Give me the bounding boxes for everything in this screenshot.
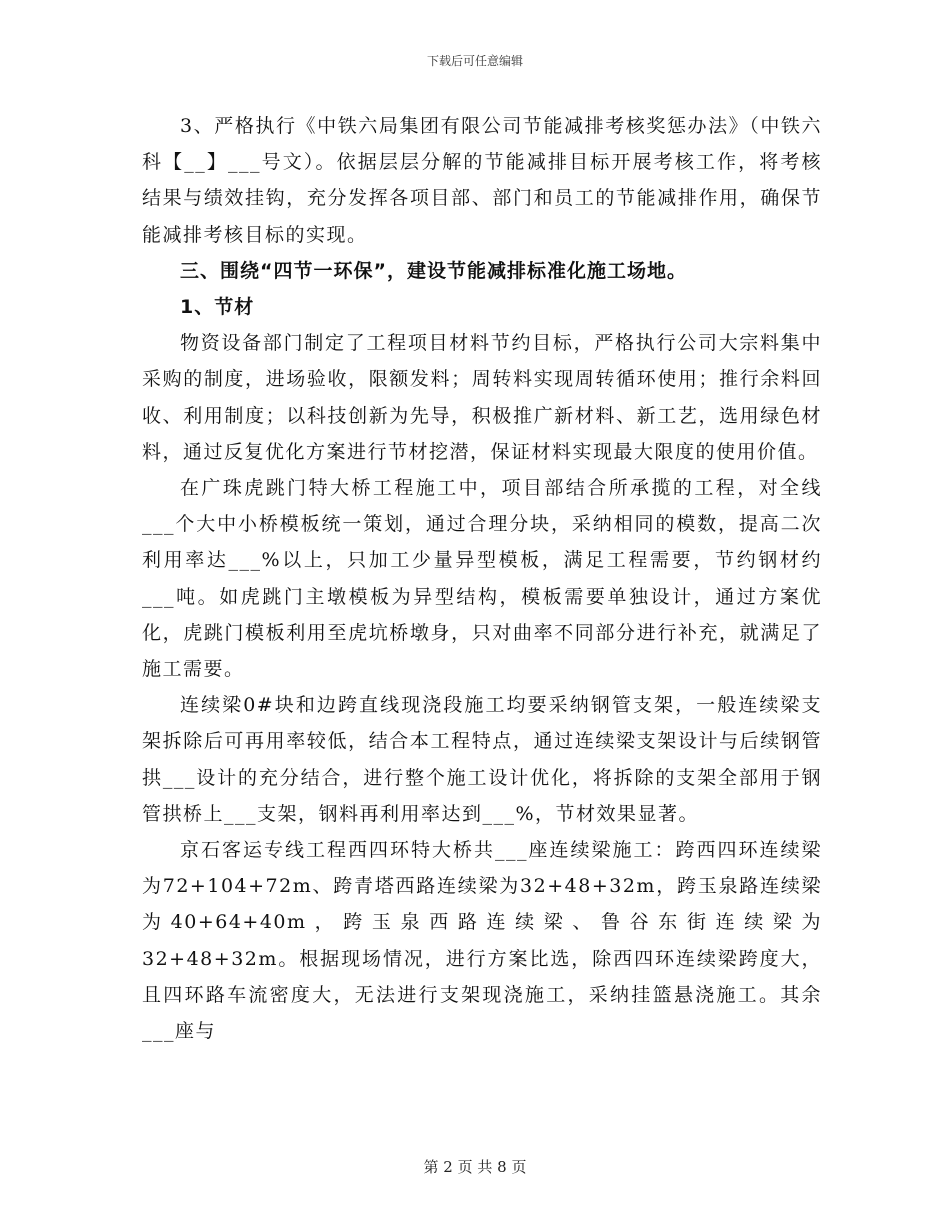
paragraph-materials: 物资设备部门制定了工程项目材料节约目标，严格执行公司大宗料集中采购的制度，进场验收，限额发料；周转料实现周转循环使用；推行余料回收、利用制度；以科技创新为先导，积极推广新材料、新工艺，选用绿色材料，通过反复优化方案进行节材挖潜，保证材料实现最大限度的使用价值。 [142,332,822,463]
paragraph-hutiaomen-bridge: 在广珠虎跳门特大桥工程施工中，项目部结合所承揽的工程，对全线___个大中小桥模板统一策划，通过合理分块，采纳相同的模数，提高二次利用率达___%以上，只加工少量异型模板，满足工程需要，节约钢材约___吨。如虎跳门主墩模板为异型结构，模板需要单独设计，通过方案优化，虎跳门模板利用至虎坑桥墩身，只对曲率不同部分进行补充，就满足了施工需要。 [142,477,822,681]
section-heading: 三、围绕“四节一环保”，建设节能减排标准化施工场地。 [180,259,687,282]
paragraph-continuous-beam: 连续梁0#块和边跨直线现浇段施工均要采纳钢管支架，一般连续梁支架拆除后可再用率较低，结合本工程特点，通过连续梁支架设计与后续钢管拱___设计的充分结合，进行整个施工设计优化，将拆除的支架全部用于钢管拱桥上___支架，钢料再利用率达到___%，节材效果显著。 [142,694,822,825]
page-number: 第 2 页 共 8 页 [423,1158,527,1176]
document-body [142,108,822,1049]
paragraph-jingshi-line: 京石客运专线工程西四环特大桥共___座连续梁施工：跨西四环连续梁为72+104+72m、跨青塔西路连续梁为32+48+32m，跨玉泉路连续梁为40+64+40m，跨玉泉西路连续梁、鲁谷东街连续梁为32+48+32m。根据现场情况，进行方案比选，除西四环连续梁跨度大，且四环路车流密度大，无法进行支架现浇施工，采纳挂篮悬浇施工。其余___座与 [142,839,822,1043]
page-header-note: 下载后可任意编辑 [426,54,523,68]
subsection-heading: 1、节材 [180,296,255,319]
paragraph-assessment: 3、严格执行《中铁六局集团有限公司节能减排考核奖惩办法》（中铁六科【__】___号文）。依据层层分解的节能减排目标开展考核工作，将考核结果与绩效挂钩，充分发挥各项目部、部门和员工的节能减排作用，确保节能减排考核目标的实现。 [142,115,822,246]
